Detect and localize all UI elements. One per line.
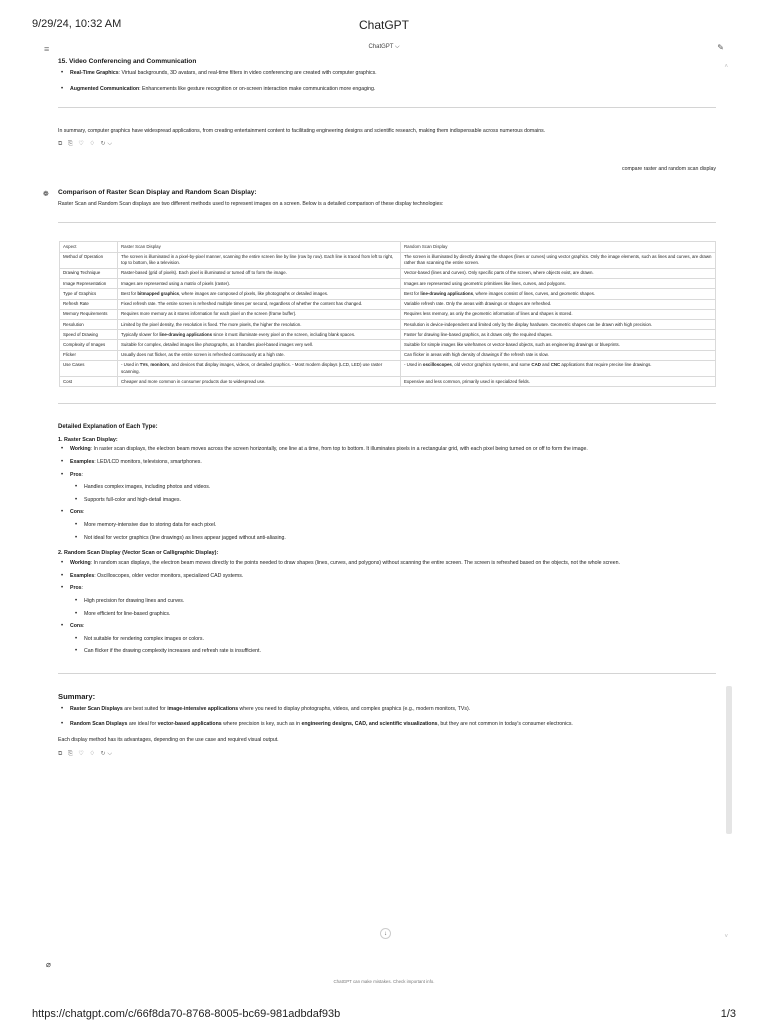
print-date: 9/29/24, 10:32 AM: [32, 18, 122, 30]
table-header-cell: Raster Scan Display: [118, 242, 401, 252]
raster-list: [58, 446, 716, 479]
table-aspect-cell: Use Cases: [60, 360, 118, 376]
table-cell: Suitable for complex, detailed images like photographs, as it handles pixel-based images very well.: [118, 340, 401, 350]
table-cell: Images are represented using geometric primitives like lines, curves, and polygons.: [401, 279, 716, 289]
random-list: [58, 560, 716, 593]
section-15-title: 15. Video Conferencing and Communication: [58, 58, 197, 65]
table-row: [60, 340, 716, 350]
table-cell: Requires more memory as it stores information for each pixel on the screen (frame buffer).: [118, 309, 401, 319]
assistant-reply: [43, 188, 716, 209]
reply-title: Comparison of Raster Scan Display and Random Scan Display:: [58, 188, 257, 196]
raster-title: 1. Raster Scan Display:: [58, 437, 118, 444]
table-cell: - Used in oscilloscopes, old vector graphics systems, and some CAD and CNC applications that require precise line drawings.: [401, 360, 716, 376]
summary-title: Summary:: [58, 691, 96, 701]
table-aspect-cell: Refresh Rate: [60, 299, 118, 309]
reply-intro: Raster Scan and Random Scan displays are two different methods used to represent images on a screen. Below is a detailed comparison of these display technologies:: [58, 200, 444, 207]
table-aspect-cell: Memory Requirements: [60, 309, 118, 319]
scroll-to-bottom-button[interactable]: ↓: [380, 928, 391, 939]
divider: [58, 222, 716, 223]
table-row: [60, 252, 716, 268]
table-aspect-cell: Complexity of Images: [60, 340, 118, 350]
chat-content: [43, 58, 716, 758]
list-item: • Cons:: [58, 623, 716, 631]
table-row: [60, 360, 716, 376]
table-aspect-cell: Drawing Technique: [60, 268, 118, 278]
list-item: • More efficient for line-based graphics.: [58, 611, 716, 619]
scroll-up-icon[interactable]: ˄: [724, 64, 728, 70]
chatgpt-logo-icon: ❁: [43, 190, 49, 198]
table-row: [60, 279, 716, 289]
attach-icon[interactable]: ⌀: [46, 960, 51, 969]
list-item: • Pros:: [58, 585, 716, 593]
table-cell: Expensive and less common, primarily used in specialized fields.: [401, 377, 716, 387]
print-page-number: 1/3: [720, 1008, 736, 1020]
list-item: • Examples: LED/LCD monitors, televisions, smartphones.: [58, 459, 716, 467]
table-aspect-cell: Cost: [60, 377, 118, 387]
list-item: • Working: In raster scan displays, the electron beam moves across the screen horizontally, one line at a time, from top to bottom. It illuminates pixels in a rectangular grid, with each pixel being turned on or off to form the image.: [58, 446, 716, 454]
print-url: https://chatgpt.com/c/66f8da70-8768-8005-bc69-981adbdaf93b: [32, 1008, 341, 1020]
table-cell: Can flicker in areas with high density of drawings if the refresh rate is slow.: [401, 350, 716, 360]
scroll-down-icon[interactable]: ˅: [724, 934, 728, 940]
table-aspect-cell: Type of Graphics: [60, 289, 118, 299]
list-item: • Handles complex images, including photos and videos.: [58, 484, 716, 492]
list-item: • Supports full-color and high-detail images.: [58, 497, 716, 505]
table-cell: Best for bitmapped graphics, where images are composed of pixels, like photographs or detailed images.: [118, 289, 401, 299]
table-cell: Faster for drawing line-based graphics, as it draws only the required shapes.: [401, 330, 716, 340]
divider: [58, 403, 716, 404]
table-row: [60, 350, 716, 360]
random-title: 2. Random Scan Display (Vector Scan or Calligraphic Display):: [58, 550, 219, 557]
list-item: • Pros:: [58, 472, 716, 480]
list-item: • Can flicker if the drawing complexity increases and refresh rate is insufficient.: [58, 648, 716, 656]
previous-summary: In summary, computer graphics have widespread applications, from creating entertainment content to facilitating engineering designs and scientific research, making them indispensable across numerous domains.: [58, 128, 546, 135]
table-cell: - Used in TVs, monitors, and devices that display images, videos, or detailed graphics. - Most modern displays (LCD, LED) use raster scanning.: [118, 360, 401, 376]
table-cell: The screen is illuminated by directly drawing the shapes (lines or curves) using vector graphics. Only the image elements, such as lines and curves, are drawn rather than scanning the entire screen.: [401, 252, 716, 268]
list-item: • Random Scan Displays are ideal for vector-based applications where precision is key, such as in engineering designs, CAD, and scientific visualizations, but they are not common in today's consumer electronics.: [58, 721, 716, 729]
menu-icon[interactable]: ≡: [44, 44, 50, 54]
table-cell: Cheaper and more common in consumer products due to widespread use.: [118, 377, 401, 387]
table-row: [60, 309, 716, 319]
list-item: • Augmented Communication: Enhancements like gesture recognition or on-screen interaction make communication more engaging.: [58, 86, 716, 94]
table-header-cell: Random Scan Display: [401, 242, 716, 252]
table-cell: Usually does not flicker, as the entire screen is refreshed continuously at a high rate.: [118, 350, 401, 360]
table-row: [60, 320, 716, 330]
table-row: [60, 299, 716, 309]
divider: [58, 107, 716, 108]
table-row: [60, 289, 716, 299]
message-actions[interactable]: ⧉ ⎘ ♡ ♢ ↻⌵: [58, 750, 115, 757]
new-chat-icon[interactable]: ✎: [717, 43, 724, 52]
print-header: [32, 18, 736, 34]
random-pros: [58, 598, 716, 618]
disclaimer: ChatGPT can make mistakes. Check important info.: [333, 979, 435, 984]
comparison-table: [59, 241, 716, 387]
table-cell: Typically slower for line-drawing applications since it must illuminate every pixel on the screen, including blank spaces.: [118, 330, 401, 340]
table-row: [60, 377, 716, 387]
list-item: • Not ideal for vector graphics (line drawings) as lines appear jagged without anti-aliasing.: [58, 535, 716, 543]
table-aspect-cell: Flicker: [60, 350, 118, 360]
raster-pros: [58, 484, 716, 504]
table-header-cell: Aspect: [60, 242, 118, 252]
table-cell: Vector-based (lines and curves). Only specific parts of the screen, where objects exist, are drawn.: [401, 268, 716, 278]
raster-cons-head: [58, 509, 716, 517]
table-aspect-cell: Resolution: [60, 320, 118, 330]
table-aspect-cell: Image Representation: [60, 279, 118, 289]
table-cell: Images are represented using a matrix of pixels (raster).: [118, 279, 401, 289]
section-15-list: [58, 70, 716, 93]
table-cell: Raster-based (grid of pixels). Each pixel is illuminated or turned off to form the image.: [118, 268, 401, 278]
list-item: • More memory-intensive due to storing data for each pixel.: [58, 522, 716, 530]
summary-closing: Each display method has its advantages, depending on the use case and required visual output.: [58, 737, 279, 744]
summary-list: [58, 706, 716, 728]
table-aspect-cell: Speed of Drawing: [60, 330, 118, 340]
detail-title: Detailed Explanation of Each Type:: [58, 424, 158, 431]
print-title: ChatGPT: [358, 18, 409, 32]
table-cell: Requires less memory, as only the geometric information of lines and shapes is stored.: [401, 309, 716, 319]
random-cons-head: [58, 623, 716, 631]
table-cell: The screen is illuminated in a pixel-by-pixel manner, scanning the entire screen line by line (row by row). Each line is traced from left to right, top to bottom, like a television.: [118, 252, 401, 268]
table-row: [60, 330, 716, 340]
table-header-row: [60, 242, 716, 252]
list-item: • Cons:: [58, 509, 716, 517]
list-item: • Not suitable for rendering complex images or colors.: [58, 636, 716, 644]
table-row: [60, 268, 716, 278]
list-item: • High precision for drawing lines and curves.: [58, 598, 716, 606]
list-item: • Real-Time Graphics: Virtual backgrounds, 3D avatars, and real-time filters in video conferencing are created with computer graphics.: [58, 70, 716, 78]
table-cell: Variable refresh rate. Only the areas with drawings or shapes are refreshed.: [401, 299, 716, 309]
list-item: • Working: In random scan displays, the electron beam moves directly to the points needed to draw shapes (lines, curves, and polygons) without scanning the entire screen. The screen is refreshed based on the objects, not the whole screen.: [58, 560, 716, 568]
table-cell: Best for line-drawing applications, where images consist of lines, curves, and geometric shapes.: [401, 289, 716, 299]
table-cell: Limited by the pixel density, the resolution is fixed. The more pixels, the higher the resolution.: [118, 320, 401, 330]
list-item: • Examples: Oscilloscopes, older vector monitors, specialized CAD systems.: [58, 573, 716, 581]
user-message: compare raster and random scan display: [622, 165, 716, 172]
model-selector[interactable]: ChatGPT ⌵: [368, 44, 400, 50]
table-cell: Resolution is device-independent and limited only by the display hardware. Geometric shapes can be drawn with high precision.: [401, 320, 716, 330]
scrollbar[interactable]: [726, 686, 732, 834]
chat-topbar: [40, 42, 728, 56]
table-aspect-cell: Method of Operation: [60, 252, 118, 268]
raster-cons: [58, 522, 716, 542]
table-cell: Fixed refresh rate. The entire screen is refreshed multiple times per second, regardless of whether the content has changed.: [118, 299, 401, 309]
divider: [58, 673, 716, 674]
message-actions[interactable]: ⧉ ⎘ ♡ ♢ ↻⌵: [58, 140, 115, 147]
list-item: • Raster Scan Displays are best suited for image-intensive applications where you need to display photographs, videos, and complex graphics (e.g., modern monitors, TVs).: [58, 706, 716, 714]
random-cons: [58, 636, 716, 656]
table-cell: Suitable for simple images like wireframes or vector-based objects, such as engineering drawings or blueprints.: [401, 340, 716, 350]
